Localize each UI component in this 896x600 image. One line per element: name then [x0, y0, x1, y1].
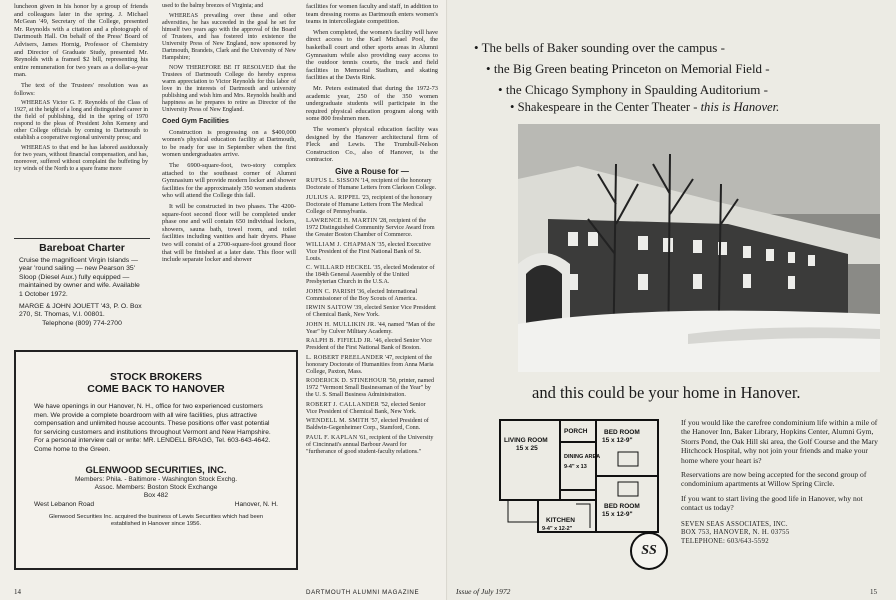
paragraph: WHEREAS Victor G. F. Reynolds of the Class of 1927, at the height of a long and distinguished career in the field of publishing, did in the spring of 1970 respond to the pleas of President John Kemeny and other College officials by coming to Dartmouth to establish a cooperative regional university press; and	[14, 100, 148, 142]
stock-subtitle: COME BACK TO HANOVER	[87, 383, 225, 395]
paragraph: The text of the Trustees' resolution was as follows:	[14, 81, 148, 97]
honor-entry	[306, 322, 438, 336]
bedroom-1-dim: 15 x 12-9"	[602, 437, 633, 444]
honor-entry	[306, 195, 438, 216]
bells-text: the Big Green beating Princeton on Memorial Field -	[493, 61, 770, 76]
kitchen-label: KITCHEN	[546, 517, 575, 524]
honor-entry	[306, 338, 438, 352]
seven-seas-logo: SS	[630, 532, 668, 570]
paragraph: The 6900-square-foot, two-story complex attached to the southeast corner of Alumni Gymnasium will provide modern locker and shower facilities for the approximately 350 women students who will attend the College this fall.	[162, 161, 296, 200]
bareboat-body: Cruise the magnificent Virgin Islands — year 'round sailing — new Pearson 35' Sloop (Diesel Aux.) fully equipped — maintained by owner and wife. Available 1 October 1972.	[19, 257, 140, 298]
bells-line-1: • The bells of Baker sounding over the campus -	[474, 40, 725, 55]
honor-entry	[306, 435, 438, 456]
honor-entry	[306, 402, 438, 416]
stock-foot: Glenwood Securities Inc. acquired the business of Lewis Securities which had been established in Hanover since 1956.	[48, 514, 264, 528]
paragraph: NOW THEREFORE BE IT RESOLVED that the Trustees of Dartmouth College do hereby express warm appreciation to Victor Reynolds for this labor of love in the interests of Dartmouth and university publishing and wish him and Mrs. Reynolds health and happiness as he prepares to retire as Director of the University Press of New England.	[162, 65, 296, 113]
honor-text: '61, recipient of the University of Cincinnati's annual Barbour Award for "furtherance of good student-faculty relations."	[306, 434, 434, 455]
running-head: DARTMOUTH ALUMNI MAGAZINE	[306, 589, 420, 596]
honor-text: '57, elected President of Baldwin-Gegenheimer Corp., Stamford, Conn.	[306, 418, 429, 432]
paragraph: luncheon given in his honor by a group of friends and colleagues later in the spring. J. Michael McGean '49, Secretary of the College, presented Mr. Reynolds with a citation and a photograph of Dartmouth Hall. On behalf of the Press' Board of Advisers, James Hornig, Professor of Chemistry and Director of Graduate Study, presented Mr. Reynolds with a framed $2 bill, representing his entire remuneration for two years as a dollar-a-year man.	[14, 3, 148, 79]
honor-text: '14, recipient of the honorary Doctorate of Humane Letters from Clarkson College.	[306, 178, 437, 192]
bells-line-3: • the Chicago Symphony in Spaulding Auditorium -	[498, 82, 768, 97]
bareboat-contact: MARGE & JOHN JOUETT '43, P. O. Box 270, St. Thomas, V.I. 00801.	[19, 303, 142, 319]
honor-text: '52, elected Senior Vice President of Chemical Bank, New York.	[306, 401, 426, 415]
honor-entry	[306, 355, 438, 376]
honoree-name: C. WILLARD HECKEL	[306, 265, 372, 272]
page-number-right: 15	[870, 588, 877, 596]
bells-emphasis: this is Hanover.	[700, 100, 780, 114]
honor-text: '50, printer, named 1972 "Vermont Small Businessman of the Year" by the U. S. Small Business Administration.	[306, 378, 435, 399]
honor-text: '46, elected Senior Vice President of the First National Bank of Boston.	[306, 338, 432, 352]
paragraph: It will be constructed in two phases. The 4200-square-foot second floor will be completed under phase one and will contain 650 individual lockers, showers, sauna bath, towel room, and toilet facilities including vanities and hair dryers. Phase two will consist of a 2700-square-foot ground floor that will be finished at a later date. This floor will include separate locker and shower	[162, 202, 296, 264]
bareboat-ad	[14, 238, 150, 338]
paragraph: Construction is progressing on a $400,000 women's physical education facility at Dartmouth, to be ready for use in September when the first women undergraduates arrive.	[162, 128, 296, 159]
rouse-heading: Give a Rouse for —	[335, 166, 409, 176]
stock-body: We have openings in our Hanover, N. H., office for two experienced customers men. We provide a complete boardroom with all wire facilities, plus attractive compensation and unlimited house accounts. These positions offer vast potential for servicing customers and institutions throughout Vermont and New Hampshire. For a personal interview call or write: MR. LENDELL BRAGG, Tel. 603-643-4642. Come home to the Green.	[34, 403, 271, 453]
honor-text: '47, recipient of the honorary Doctorate of Humanities from Anna Maria College, Paxton, Mass.	[306, 354, 434, 375]
company-phone: TELEPHONE: 603/643-5592	[681, 537, 769, 545]
stock-assoc: Assoc. Members: Boston Stock Exchange	[94, 483, 218, 491]
dining-dim: 9-4" x 13	[564, 464, 587, 470]
headline: and this could be your home in Hanover.	[532, 383, 801, 402]
honoree-name: PAUL F. KAPLAN	[306, 434, 358, 441]
paragraph: WHEREAS prevailing over these and other adversities, he has succeeded in the goal he set for himself two years ago with the approval of the Board of Trustees, and has fostered into existence the University Press of New England, now sponsored by Dartmouth, Brandeis, Clark and the University of New Hampshire;	[162, 13, 296, 61]
honoree-name: L. ROBERT FREELANDER	[306, 354, 384, 361]
honoree-name: LAWRENCE H. MARTIN	[306, 218, 378, 225]
honor-entry	[306, 265, 438, 286]
bedroom-2-dim: 15 x 12-9"	[602, 511, 633, 518]
honor-text: '35, elected Moderator of the 184th General Assembly of the United Presbyterian Church in the U.S.A.	[306, 265, 435, 286]
dining-label: DINING AREA	[564, 454, 601, 460]
coed-heading: Coed Gym Facilities	[162, 118, 229, 125]
paragraph: The women's physical education facility was designed by the Hanover architectural firm of Fleck and Lewis. The Trumbull-Nelson Construction Co., also of Hanover, is the contractor.	[306, 125, 438, 164]
honoree-name: RODERICK D. STINEHOUR	[306, 378, 387, 385]
stock-members: Members: Phila. - Baltimore - Washington Stock Exchg.	[74, 475, 238, 483]
honoree-name: WENDELL M. SMITH	[306, 418, 369, 425]
honoree-name: JOHN C. PARISH	[306, 288, 356, 295]
honor-entry	[306, 305, 438, 319]
snow-house-image	[518, 124, 880, 372]
honor-entry	[306, 178, 438, 192]
honor-entry	[306, 218, 438, 239]
honor-text: '44, named "Man of the Year" by Culver Military Academy.	[306, 321, 435, 335]
honoree-name: IRWIN SAITOW	[306, 305, 353, 312]
honor-entry	[306, 289, 438, 303]
bareboat-phone: Telephone (809) 774-2700	[42, 319, 122, 327]
issue-date: Issue of July 1972	[456, 587, 511, 596]
honoree-name: RUFUS L. SISSON	[306, 178, 360, 185]
column-2	[162, 3, 296, 267]
bells-line-2: • the Big Green beating Princeton on Memorial Field -	[486, 61, 770, 76]
stock-title: STOCK BROKERS	[110, 371, 202, 383]
honor-entry	[306, 242, 438, 263]
condominium-photo	[518, 124, 880, 372]
ad-copy	[681, 418, 881, 546]
honor-text: '35, elected Executive Vice President of the First National Bank of St. Louis.	[306, 241, 431, 262]
honoree-name: ROBERT J. CALLANDER	[306, 401, 380, 408]
paragraph: When completed, the women's facility will have direct access to the Karl Michael Pool, the basketball court and other sports areas in Alumni Gymnasium while also providing easy access to the outdoor tennis courts, the track and field facilities in Memorial Stadium, and skating facilities at the Davis Rink.	[306, 28, 438, 82]
honor-text: '36, elected International Commissioner of the Boy Scouts of America.	[306, 288, 418, 302]
honor-entry	[306, 418, 438, 432]
bells-text: The bells of Baker sounding over the campus -	[481, 40, 725, 55]
bells-line-4: • Shakespeare in the Center Theater - this is Hanover.	[510, 100, 780, 114]
honor-text: '39, elected Senior Vice President of Chemical Bank, New York.	[306, 305, 436, 319]
honor-text: '23, recipient of the honorary Doctorate of Humane Letters from The Medical College of Pennsylvania.	[306, 194, 433, 215]
bells-text: Shakespeare in the Center Theater -	[517, 100, 701, 114]
honor-entry	[306, 378, 438, 399]
stock-company: GLENWOOD SECURITIES, INC.	[85, 464, 227, 476]
divider	[14, 238, 150, 239]
living-room-dim: 15 x 25	[516, 445, 538, 452]
stock-address	[34, 501, 278, 509]
honor-text: '28, recipient of the 1972 Distinguished Community Service Award from the Greater Boston Chamber of Commerce.	[306, 218, 435, 239]
honoree-name: JOHN H. MULLIKIN JR.	[306, 321, 377, 328]
ad-copy-2: Reservations are now being accepted for the second group of condominium apartments at Willow Spring Circle.	[681, 470, 867, 489]
bareboat-title: Bareboat Charter	[39, 242, 125, 254]
ad-copy-3: If you want to start living the good life in Hanover, why not contact us today?	[681, 493, 863, 513]
paragraph: Mr. Peters estimated that during the 1972-73 academic year, 250 of the 350 women undergraduate students will participate in the required physical education program along with some 800 freshmen men.	[306, 84, 438, 123]
kitchen-dim: 9-4" x 12-2"	[542, 526, 573, 532]
stock-brokers-ad	[14, 350, 298, 570]
column-3	[306, 3, 438, 458]
column-1	[14, 3, 148, 176]
bedroom-1-label: BED ROOM	[604, 429, 640, 436]
floor-plan	[488, 412, 666, 538]
page-number-left: 14	[14, 588, 21, 596]
bells-text: the Chicago Symphony in Spaulding Auditorium -	[505, 82, 768, 97]
honoree-name: WILLIAM J. CHAPMAN	[306, 241, 376, 248]
stock-box: Box 482	[143, 492, 169, 500]
paragraph: facilities for women faculty and staff, in addition to team dressing rooms as Dartmouth enters women's teams in intercollegiate competition.	[306, 3, 438, 26]
stock-address-right: Hanover, N. H.	[234, 500, 278, 508]
stock-address-left: West Lebanon Road	[34, 500, 94, 508]
company-address: BOX 753, HANOVER, N. H. 03755	[681, 529, 790, 537]
honors-list	[306, 178, 438, 456]
ad-copy-1: If you would like the carefree condominium life within a mile of the Hanover Inn, Baker Library, Hopkins Center, Alumni Gym, Storrs Pond, the Oak Hill ski area, the Golf Course and the Mary Hitchcock Hospital, why not join your friends and make your home where your heart is?	[681, 418, 878, 465]
honoree-name: JULIUS A. RIPPEL	[306, 194, 361, 201]
porch-label: PORCH	[564, 428, 588, 435]
living-room-label: LIVING ROOM	[504, 437, 548, 444]
honoree-name: RALPH B. FIFIELD JR.	[306, 338, 373, 345]
paragraph: WHEREAS to that end he has labored assiduously for two years, without financial compensation, and has, moreover, suffered without complaint the buffeting by icy winds of the North to a spare frame more	[14, 145, 148, 173]
bedroom-2-label: BED ROOM	[604, 503, 640, 510]
company-name: SEVEN SEAS ASSOCIATES, INC.	[681, 520, 788, 528]
paragraph: used to the balmy breezes of Virginia; and	[162, 3, 264, 9]
